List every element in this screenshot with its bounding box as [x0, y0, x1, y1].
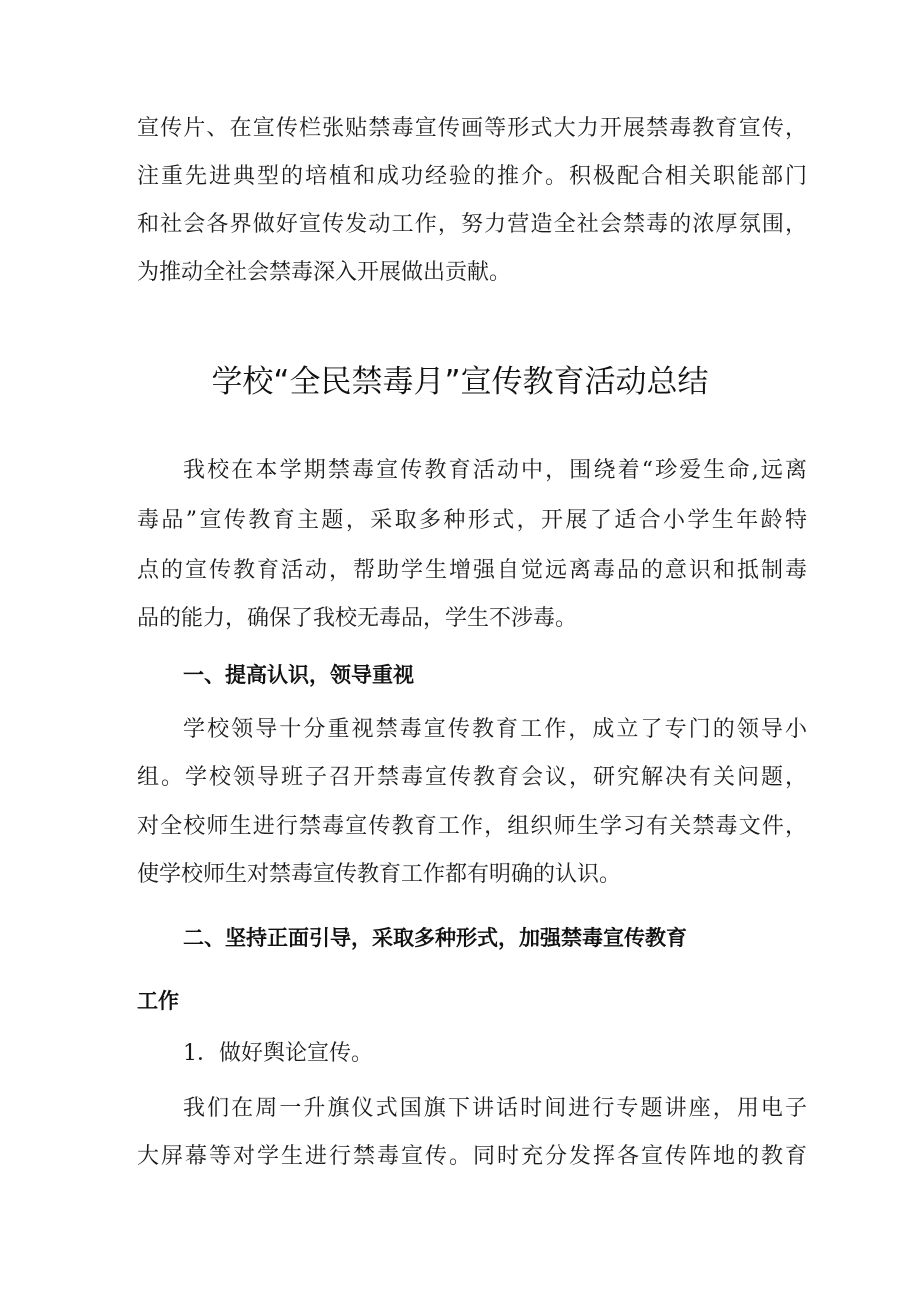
paragraph-line: 点的宣传教育活动，帮助学生增强自觉远离毒品的意识和抵制毒: [137, 558, 807, 583]
paragraph-line: 我校在本学期禁毒宣传教育活动中，围绕着“珍爱生命,远离: [183, 458, 807, 483]
section-heading: 一、提高认识，领导重视: [183, 663, 414, 687]
intro-line: 为推动全社会禁毒深入开展做出贡献。: [137, 260, 512, 285]
paragraph-line: 组。学校领导班子召开禁毒宣传教育会议，研究解决有关问题，: [137, 765, 807, 790]
list-item: 1．做好舆论宣传。: [183, 1041, 373, 1066]
intro-line: 宣传片、在宣传栏张贴禁毒宣传画等形式大力开展禁毒教育宣传，: [137, 116, 807, 141]
paragraph-line: 品的能力，确保了我校无毒品，学生不涉毒。: [137, 606, 578, 631]
paragraph-line: 大屏幕等对学生进行禁毒宣传。同时充分发挥各宣传阵地的教育: [137, 1144, 807, 1169]
paragraph-line: 使学校师生对禁毒宣传教育工作都有明确的认识。: [137, 862, 622, 887]
paragraph-line: 对全校师生进行禁毒宣传教育工作，组织师生学习有关禁毒文件，: [137, 814, 807, 839]
section-heading-continuation: 工作: [137, 989, 179, 1013]
paragraph-line: 毒品”宣传教育主题，采取多种形式，开展了适合小学生年龄特: [137, 508, 807, 533]
paragraph-line: 学校领导十分重视禁毒宣传教育工作，成立了专门的领导小: [183, 717, 807, 742]
paragraph-line: 我们在周一升旗仪式国旗下讲话时间进行专题讲座，用电子: [183, 1096, 807, 1121]
intro-line: 和社会各界做好宣传发动工作，努力营造全社会禁毒的浓厚氛围，: [137, 212, 807, 237]
section-heading: 二、坚持正面引导，采取多种形式，加强禁毒宣传教育: [183, 926, 687, 950]
intro-line: 注重先进典型的培植和成功经验的推介。积极配合相关职能部门: [137, 164, 807, 189]
article-title: 学校“全民禁毒月”宣传教育活动总结: [211, 364, 709, 400]
